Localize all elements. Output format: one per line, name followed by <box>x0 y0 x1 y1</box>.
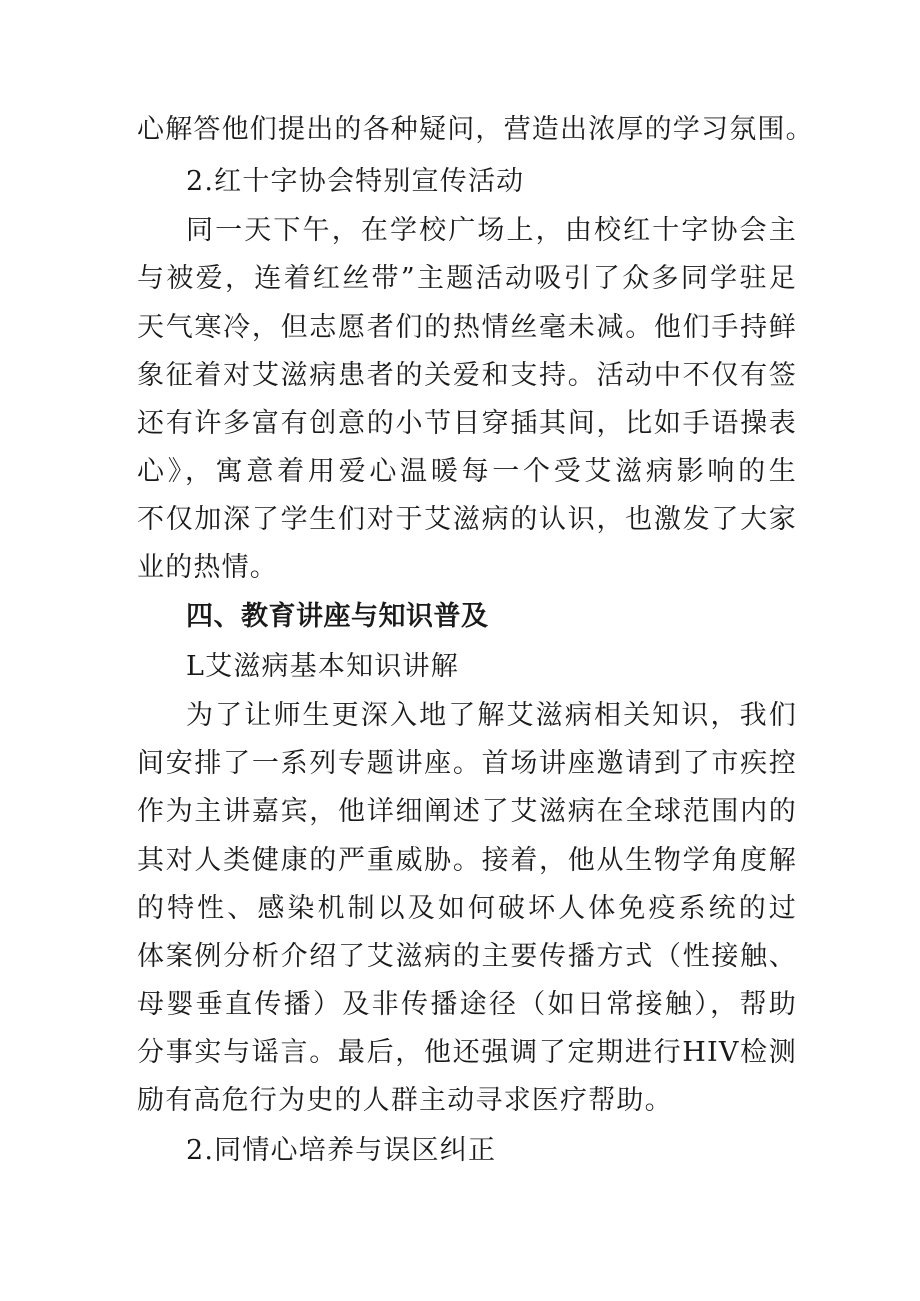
paragraph-line: 的特性、感染机制以及如何破坏人体免疫系统的过 <box>137 893 797 924</box>
paragraph-line: 象征着对艾滋病患者的关爱和支持。活动中不仅有签 <box>137 360 797 391</box>
paragraph-last-line: 励有高危行为史的人群主动寻求医疗帮助。 <box>137 1085 673 1116</box>
paragraph-last-line: 业的热情。 <box>137 552 278 583</box>
paragraph-line: 心》，寓意着用爱心温暖每一个受艾滋病影响的生 <box>137 456 797 487</box>
section-heading-education: 四、教育讲座与知识普及 <box>186 601 489 632</box>
subsection-title-compassion: 2.同情心培养与误区纠正 <box>186 1135 497 1166</box>
paragraph-line: 与被爱，连着红丝带”主题活动吸引了众多同学驻足 <box>137 263 797 294</box>
paragraph-line: 天气寒冷，但志愿者们的热情丝毫未减。他们手持鲜 <box>137 312 797 343</box>
paragraph-line: 间安排了一系列专题讲座。首场讲座邀请到了市疾控 <box>137 748 797 779</box>
paragraph-line: 为了让师生更深入地了解艾滋病相关知识，我们 <box>186 700 797 731</box>
paragraph-line: 其对人类健康的严重威胁。接着，他从生物学角度解 <box>137 845 797 876</box>
paragraph-line: 同一天下午，在学校广场上，由校红十字协会主 <box>186 215 797 246</box>
paragraph-line: 还有许多富有创意的小节目穿插其间，比如手语操表 <box>137 408 797 439</box>
paragraph-line: 作为主讲嘉宾，他详细阐述了艾滋病在全球范围内的 <box>137 796 797 827</box>
paragraph-line: 分事实与谣言。最后，他还强调了定期进行HIV检测 <box>137 1037 797 1068</box>
subsection-title-red-cross: 2.红十字协会特别宣传活动 <box>186 166 525 197</box>
paragraph-continuation-line: 心解答他们提出的各种疑问，营造出浓厚的学习氛围。 <box>137 114 814 145</box>
paragraph-line: 不仅加深了学生们对于艾滋病的认识，也激发了大家 <box>137 504 797 535</box>
paragraph-line: 体案例分析介绍了艾滋病的主要传播方式（性接触、 <box>137 941 797 972</box>
paragraph-line: 母婴垂直传播）及非传播途径（如日常接触），帮助 <box>137 989 797 1020</box>
subsection-title-basic-knowledge: L艾滋病基本知识讲解 <box>186 651 459 682</box>
